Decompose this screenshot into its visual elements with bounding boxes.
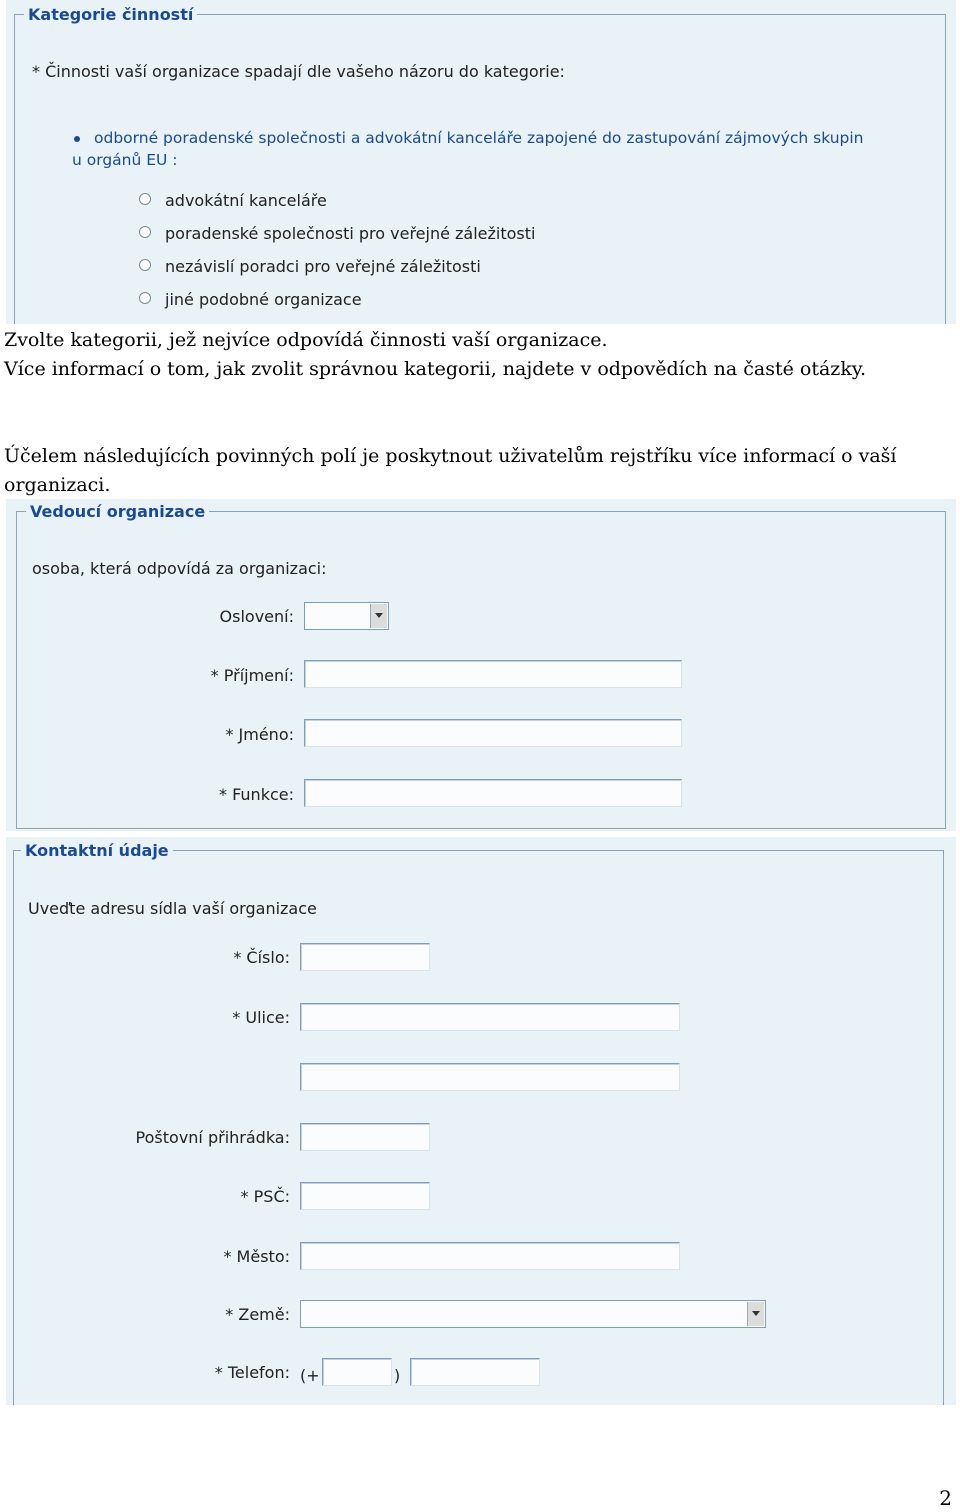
option-label-2: poradenské společnosti pro veřejné záležitosti xyxy=(165,224,536,243)
radio-option-3[interactable] xyxy=(139,259,151,271)
radio-option-4[interactable] xyxy=(139,292,151,304)
leader-intro: osoba, která odpovídá za organizaci: xyxy=(32,559,327,578)
pobox-input[interactable] xyxy=(300,1123,430,1151)
zip-input[interactable] xyxy=(300,1182,430,1210)
purpose-paragraph-line1: Účelem následujících povinných polí je poskytnout uživatelům rejstříku více informací o vaší xyxy=(4,445,897,467)
function-input[interactable] xyxy=(304,779,682,807)
chevron-down-icon[interactable] xyxy=(747,1302,764,1326)
bullet-icon xyxy=(74,136,80,142)
surname-input[interactable] xyxy=(304,660,682,688)
phone-code-input[interactable] xyxy=(322,1358,392,1386)
form-panel xyxy=(6,499,956,1405)
option-label-3: nezávislí poradci pro veřejné záležitosti xyxy=(165,257,481,276)
phone-prefix: (+ xyxy=(300,1366,320,1385)
firstname-input[interactable] xyxy=(304,719,682,747)
city-input[interactable] xyxy=(300,1242,680,1270)
categories-panel xyxy=(6,0,956,324)
country-select[interactable] xyxy=(300,1300,766,1328)
city-label: * Město: xyxy=(223,1247,290,1266)
contact-intro: Uveďte adresu sídla vaší organizace xyxy=(28,899,317,918)
surname-label: * Příjmení: xyxy=(210,666,294,685)
street-label: * Ulice: xyxy=(232,1008,290,1027)
info-paragraph-line1: Zvolte kategorii, jež nejvíce odpovídá činnosti vaší organizace. xyxy=(4,329,608,351)
categories-fieldset xyxy=(14,14,946,324)
leader-legend: Vedoucí organizace xyxy=(26,503,209,521)
contact-legend: Kontaktní údaje xyxy=(21,842,173,860)
street2-input[interactable] xyxy=(300,1063,680,1091)
salutation-label: Oslovení: xyxy=(219,607,294,626)
chevron-down-icon[interactable] xyxy=(370,604,387,628)
info-paragraph-line2: Více informací o tom, jak zvolit správnou kategorii, najdete v odpovědích na časté otázky. xyxy=(4,358,867,380)
category-group-line1: odborné poradenské společnosti a advokátní kanceláře zapojené do zastupování zájmových skupin xyxy=(94,129,864,147)
panel-separator xyxy=(6,831,956,837)
phone-close: ) xyxy=(394,1366,401,1385)
function-label: * Funkce: xyxy=(219,785,294,804)
categories-legend: Kategorie činností xyxy=(24,6,197,24)
firstname-label: * Jméno: xyxy=(225,725,294,744)
phone-number-input[interactable] xyxy=(410,1358,540,1386)
radio-option-1[interactable] xyxy=(139,193,151,205)
phone-label: * Telefon: xyxy=(214,1363,290,1382)
street-input[interactable] xyxy=(300,1003,680,1031)
purpose-paragraph-line2: organizaci. xyxy=(4,474,111,496)
option-label-4: jiné podobné organizace xyxy=(165,290,362,309)
zip-label: * PSČ: xyxy=(240,1187,290,1206)
categories-question: * Činnosti vaší organizace spadají dle vašeho názoru do kategorie: xyxy=(32,62,565,81)
page-number: 2 xyxy=(939,1486,952,1510)
country-label: * Země: xyxy=(225,1305,290,1324)
radio-option-2[interactable] xyxy=(139,226,151,238)
number-input[interactable] xyxy=(300,943,430,971)
number-label: * Číslo: xyxy=(233,948,290,967)
pobox-label: Poštovní přihrádka: xyxy=(135,1128,290,1147)
salutation-select[interactable] xyxy=(304,602,389,630)
option-label-1: advokátní kanceláře xyxy=(165,191,327,210)
category-group-line2: u orgánů EU : xyxy=(72,151,178,169)
